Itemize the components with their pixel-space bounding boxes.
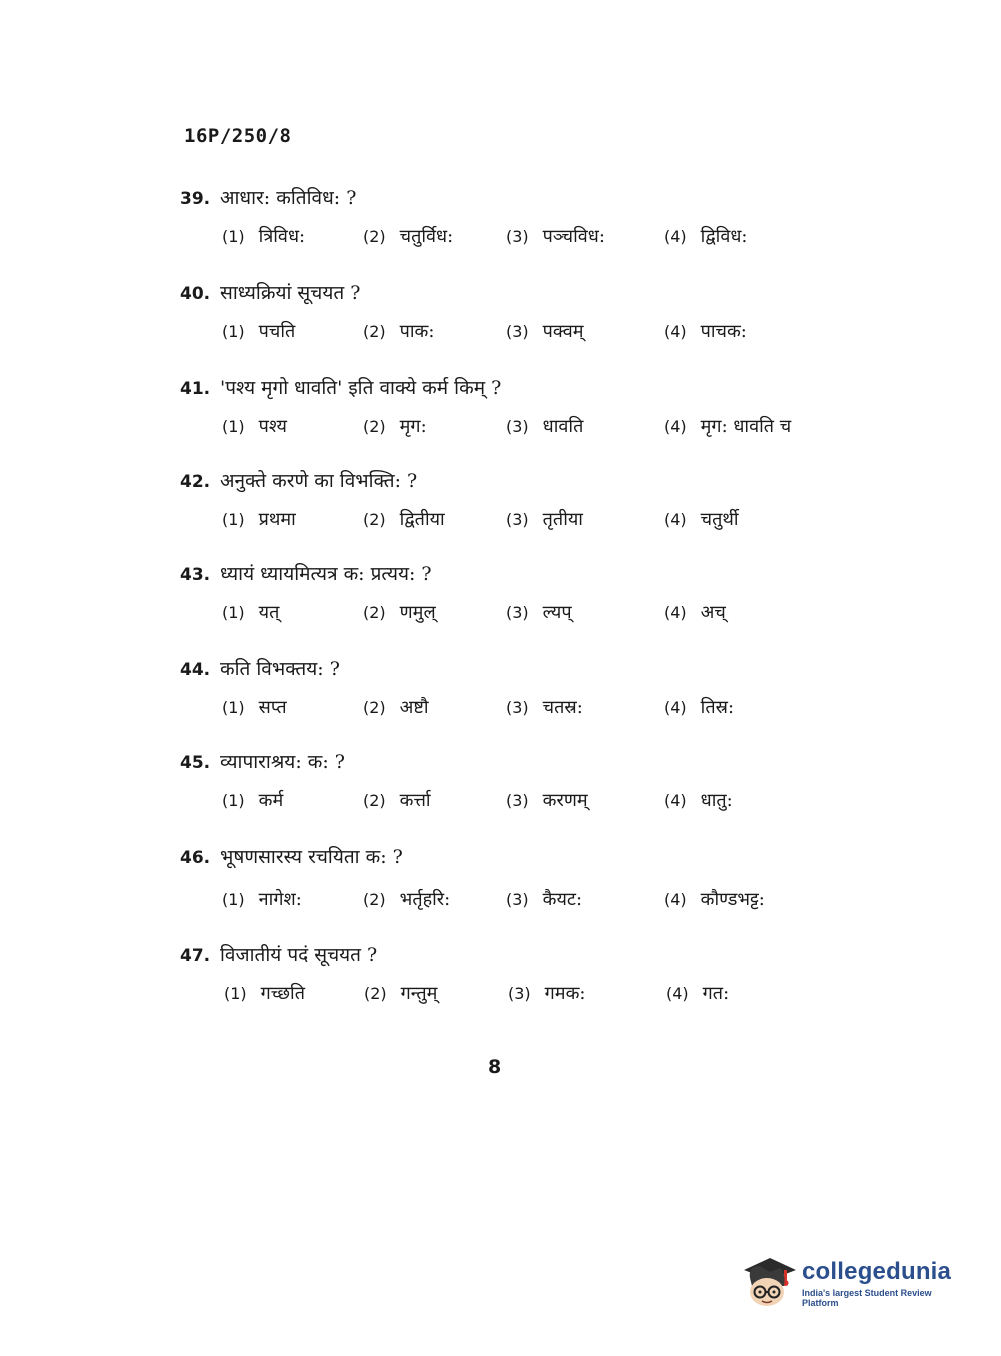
question-item: [180, 941, 860, 1015]
option-3: (3) कैयट:: [506, 889, 583, 910]
question-number: 41.: [180, 379, 211, 399]
question-item: [180, 184, 860, 258]
option-3: (3) पञ्चविध:: [506, 226, 605, 247]
options-row: [180, 414, 860, 448]
options-row: [180, 507, 860, 541]
question-number: 44.: [180, 660, 211, 680]
page-number: 8: [488, 1056, 502, 1078]
question-number: 45.: [180, 753, 211, 773]
option-1: (1) कर्म: [222, 790, 284, 811]
option-1: (1) यत्: [222, 602, 280, 623]
question-number: 39.: [180, 189, 211, 209]
option-1: (1) प्रथमा: [222, 509, 296, 530]
option-1: (1) गच्छति: [224, 983, 305, 1004]
option-3: (3) ल्यप्: [506, 602, 572, 623]
option-3: (3) धावति: [506, 416, 584, 437]
option-3: (3) तृतीया: [506, 509, 583, 530]
option-4: (4) अच्: [664, 602, 726, 623]
question-item: [180, 279, 860, 353]
option-4: (4) गत:: [666, 983, 730, 1004]
question-text: विजातीयं पदं सूचयत ?: [220, 944, 378, 966]
options-row: [180, 319, 860, 353]
option-4: (4) पाचक:: [664, 321, 747, 342]
option-2: (2) कर्त्ता: [363, 790, 431, 811]
options-row: [180, 600, 860, 634]
collegedunia-logo: [740, 1248, 970, 1318]
student-mascot-icon: [740, 1252, 798, 1314]
option-2: (2) णमुल्: [363, 602, 436, 623]
option-2: (2) द्वितीया: [363, 509, 445, 530]
question-item: [180, 560, 860, 634]
question-item: [180, 374, 860, 448]
options-row: [180, 695, 860, 729]
option-4: (4) मृग: धावति च: [664, 416, 792, 437]
question-number: 43.: [180, 565, 211, 585]
question-number: 47.: [180, 946, 211, 966]
option-1: (1) पचति: [222, 321, 296, 342]
option-4: (4) चतुर्थी: [664, 509, 739, 530]
option-4: (4) धातु:: [664, 790, 733, 811]
option-2: (2) मृग:: [363, 416, 427, 437]
logo-tagline: India's largest Student Review Platform: [802, 1288, 932, 1308]
option-3: (3) पक्वम्: [506, 321, 584, 342]
option-2: (2) गन्तुम्: [364, 983, 438, 1004]
question-text: कति विभक्तय: ?: [220, 658, 340, 680]
option-4: (4) तिस्र:: [664, 697, 735, 718]
question-item: [180, 748, 860, 822]
option-2: (2) चतुर्विध:: [363, 226, 454, 247]
options-row: [180, 887, 860, 921]
question-item: [180, 655, 860, 729]
options-row: [180, 224, 860, 258]
option-3: (3) गमक:: [508, 983, 586, 1004]
paper-code: 16P/250/8: [184, 125, 292, 147]
option-1: (1) त्रिविध:: [222, 226, 306, 247]
option-1: (1) नागेश:: [222, 889, 302, 910]
question-text: 'पश्य मृगो धावति' इति वाक्ये कर्म किम् ?: [220, 377, 502, 399]
question-text: ध्यायं ध्यायमित्यत्र क: प्रत्यय: ?: [220, 563, 432, 585]
question-number: 42.: [180, 472, 211, 492]
option-2: (2) भर्तृहरि:: [363, 889, 451, 910]
options-row: [180, 981, 860, 1015]
option-4: (4) कौण्डभट्ट:: [664, 889, 765, 910]
options-row: [180, 788, 860, 822]
option-3: (3) करणम्: [506, 790, 588, 811]
question-text: अनुक्ते करणे का विभक्ति: ?: [220, 470, 418, 492]
question-item: [180, 843, 860, 921]
option-1: (1) पश्य: [222, 416, 287, 437]
question-text: व्यापाराश्रय: क: ?: [220, 751, 345, 773]
option-3: (3) चतस्र:: [506, 697, 583, 718]
option-1: (1) सप्त: [222, 697, 287, 718]
question-number: 40.: [180, 284, 211, 304]
option-4: (4) द्विविध:: [664, 226, 748, 247]
question-number: 46.: [180, 848, 211, 868]
question-text: साध्यक्रियां सूचयत ?: [220, 282, 361, 304]
logo-brand-name: collegedunia: [802, 1258, 952, 1285]
question-text: भूषणसारस्य रचयिता क: ?: [220, 846, 403, 868]
option-2: (2) अष्टौ: [363, 697, 429, 718]
question-item: [180, 467, 860, 541]
question-text: आधार: कतिविध: ?: [220, 187, 357, 209]
option-2: (2) पाक:: [363, 321, 435, 342]
